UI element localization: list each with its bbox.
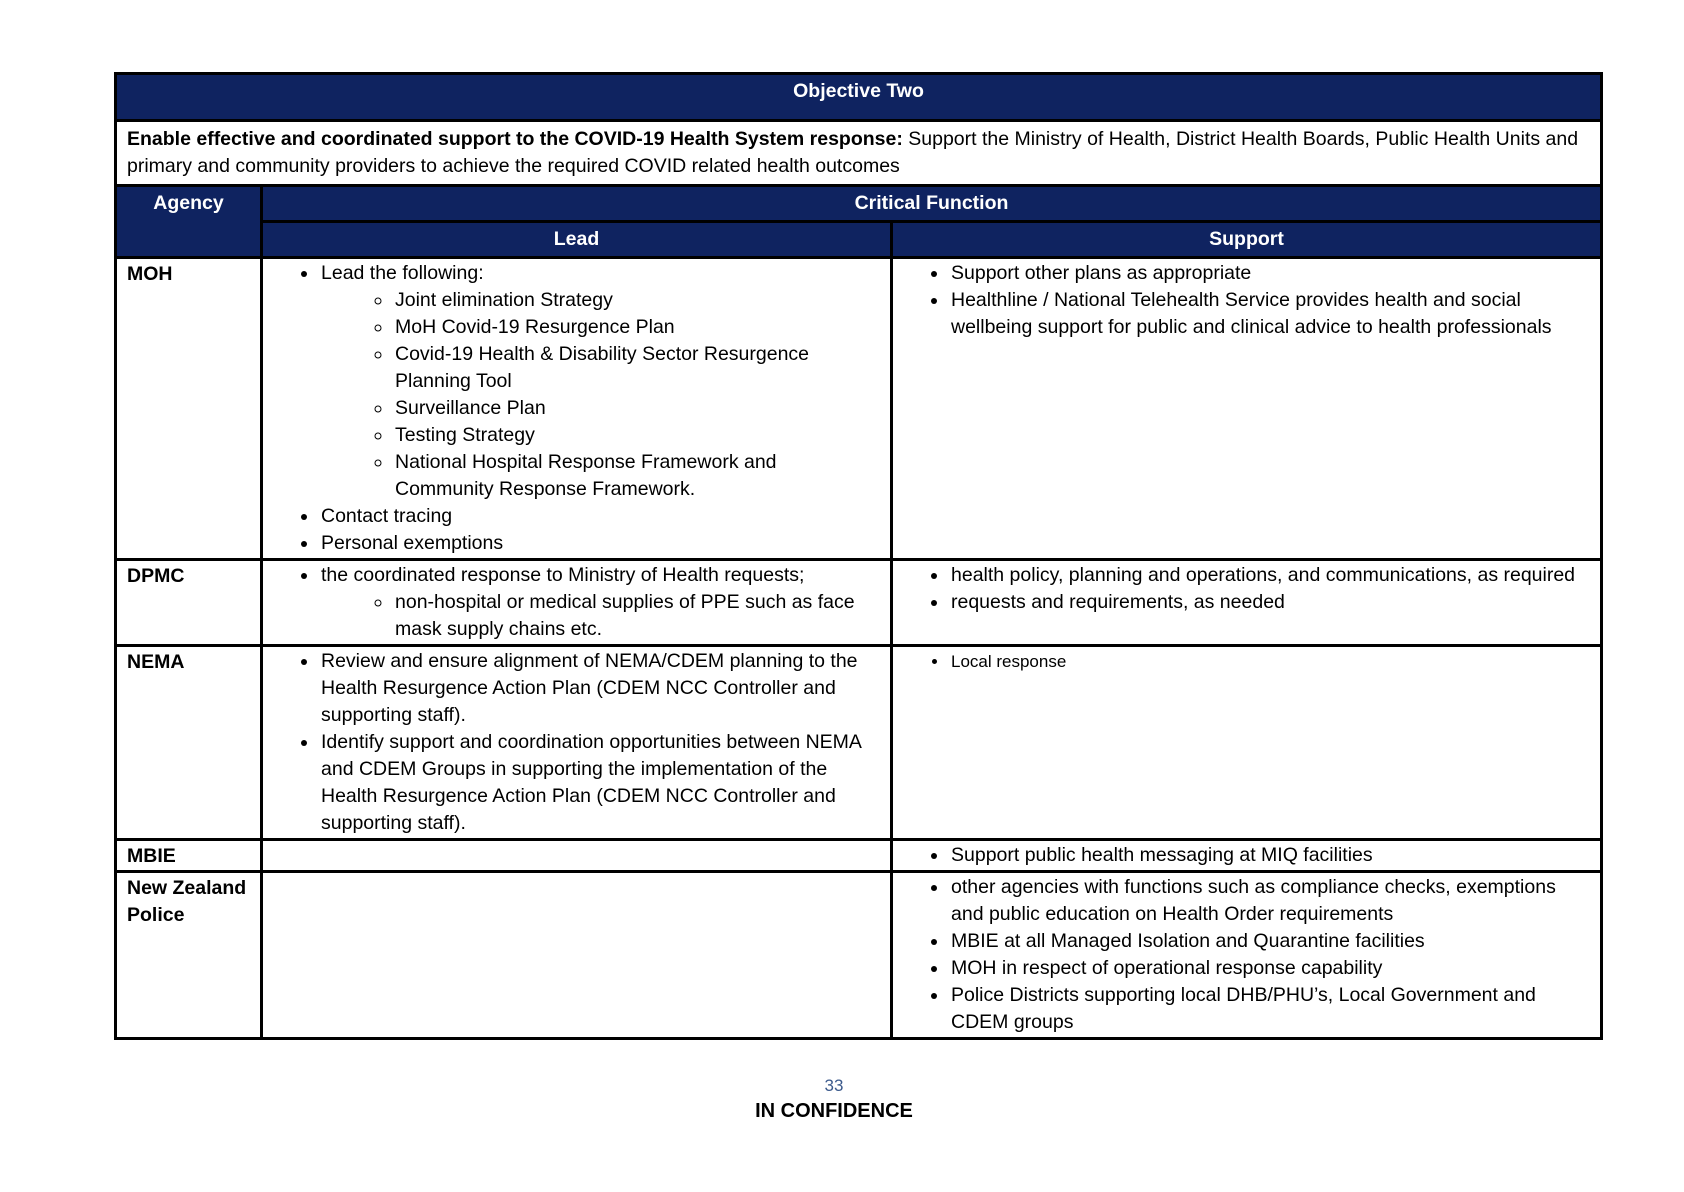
table-title: Objective Two: [116, 74, 1602, 121]
list-item: • MBIE at all Managed Isolation and Quarantine facilities: [949, 928, 1590, 955]
list-item: • Healthline / National Telehealth Service provides health and social wellbeing support for public and clinical advice to health professionals: [949, 287, 1590, 341]
agency-cell: MOH: [116, 258, 262, 560]
classification-label: IN CONFIDENCE: [755, 1100, 913, 1122]
lead-list: [273, 562, 880, 643]
agency-cell: NEMA: [116, 646, 262, 840]
header-row-1: [116, 186, 1602, 222]
critical-function-header: Critical Function: [262, 186, 1602, 222]
lead-list: [273, 648, 880, 837]
list-item: • Identify support and coordination opportunities between NEMA and CDEM Groups in supporting the implementation of the Health Resurgence Action Plan (CDEM NCC Controller and supporting staff).: [319, 729, 880, 837]
sub-list-item: ◦ Testing Strategy: [393, 422, 880, 449]
list-item-text: Lead the following:: [321, 262, 484, 284]
support-cell: [892, 258, 1602, 560]
lead-header: Lead: [262, 222, 892, 258]
support-cell: [892, 872, 1602, 1039]
table-row: [116, 646, 1602, 840]
agency-header: Agency: [116, 186, 262, 258]
list-item-text: the coordinated response to Ministry of Health requests;: [321, 564, 805, 586]
sub-list: [321, 589, 880, 643]
lead-cell: [262, 872, 892, 1039]
support-list: [903, 874, 1590, 1036]
support-header: Support: [892, 222, 1602, 258]
lead-cell: [262, 646, 892, 840]
list-item: • Support other plans as appropriate: [949, 260, 1590, 287]
sub-list: [321, 287, 880, 503]
support-list: [903, 562, 1590, 616]
list-item: • Personal exemptions: [319, 530, 880, 557]
list-item: [319, 562, 880, 643]
list-item: • Contact tracing: [319, 503, 880, 530]
title-row: [116, 74, 1602, 121]
support-list: [903, 842, 1590, 869]
list-item: • Local response: [949, 648, 1590, 675]
support-cell: [892, 840, 1602, 872]
list-item: • Police Districts supporting local DHB/PHU’s, Local Government and CDEM groups: [949, 982, 1590, 1036]
list-item: [319, 260, 880, 503]
agency-cell: MBIE: [116, 840, 262, 872]
objective-description-text: Support the Ministry of Health, District Health Boards, Public Health Units and primary and community providers to achieve the required COVID related health outcomes: [127, 128, 1579, 177]
table-row: [116, 872, 1602, 1039]
objective-two-table: [114, 72, 1603, 1040]
table-row: [116, 840, 1602, 872]
lead-cell: [262, 258, 892, 560]
objective-description: [116, 121, 1602, 186]
sub-list-item: ◦ Surveillance Plan: [393, 395, 880, 422]
sub-list-item: ◦ MoH Covid-19 Resurgence Plan: [393, 314, 880, 341]
lead-cell: [262, 560, 892, 646]
list-item: • health policy, planning and operations, and communications, as required: [949, 562, 1590, 589]
objective-description-bold: Enable effective and coordinated support to the COVID-19 Health System response:: [127, 128, 903, 150]
support-list: [903, 648, 1590, 675]
list-item: • other agencies with functions such as compliance checks, exemptions and public education on Health Order requirements: [949, 874, 1590, 928]
sub-list-item: ◦ Joint elimination Strategy: [393, 287, 880, 314]
table-row: [116, 560, 1602, 646]
list-item: • requests and requirements, as needed: [949, 589, 1590, 616]
list-item: • Review and ensure alignment of NEMA/CDEM planning to the Health Resurgence Action Plan (CDEM NCC Controller and supporting staff).: [319, 648, 880, 729]
page-number: 33: [824, 1076, 844, 1095]
intro-row: [116, 121, 1602, 186]
sub-list-item: ◦ Covid-19 Health & Disability Sector Resurgence Planning Tool: [393, 341, 880, 395]
table-row: [116, 258, 1602, 560]
lead-list: [273, 260, 880, 557]
list-item: • Support public health messaging at MIQ facilities: [949, 842, 1590, 869]
support-list: [903, 260, 1590, 341]
header-row-2: [116, 222, 1602, 258]
agency-cell: New Zealand Police: [116, 872, 262, 1039]
support-cell: [892, 646, 1602, 840]
sub-list-item: ◦ non-hospital or medical supplies of PPE such as face mask supply chains etc.: [393, 589, 880, 643]
lead-cell: [262, 840, 892, 872]
sub-list-item: ◦ National Hospital Response Framework and Community Response Framework.: [393, 449, 880, 503]
support-cell: [892, 560, 1602, 646]
list-item: • MOH in respect of operational response capability: [949, 955, 1590, 982]
agency-cell: DPMC: [116, 560, 262, 646]
